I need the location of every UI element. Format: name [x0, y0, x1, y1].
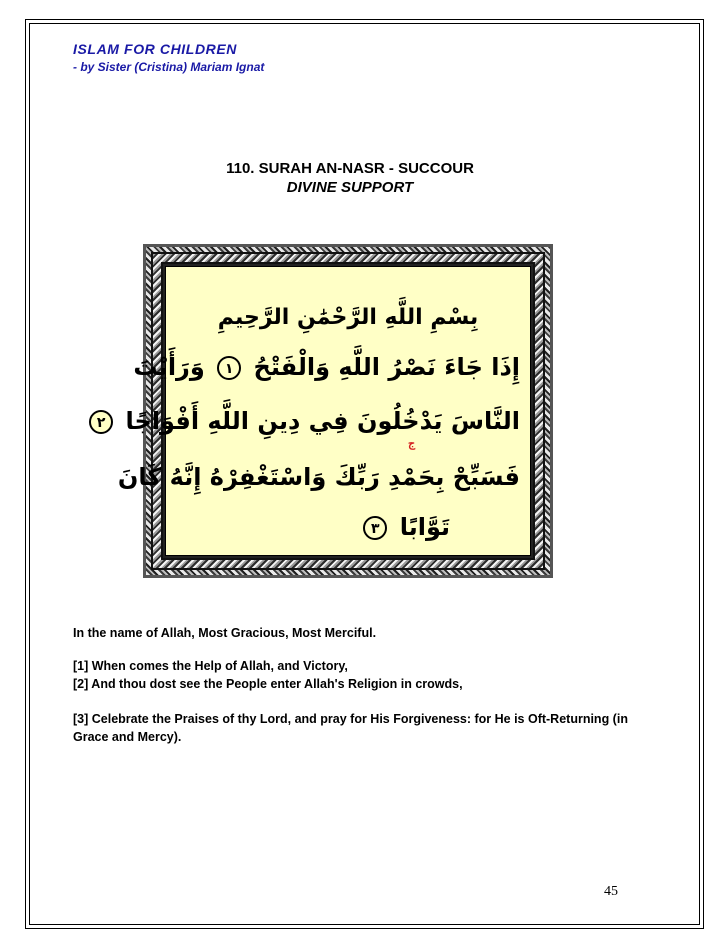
- ayah-marker-2: ٢: [89, 410, 113, 434]
- arabic-text-panel: [96, 266, 531, 556]
- ayah-marker-3: ٣: [363, 516, 387, 540]
- surah-subtitle: DIVINE SUPPORT: [286, 179, 414, 196]
- translation-basmala: In the name of Allah, Most Gracious, Most Merciful.: [73, 626, 377, 640]
- surah-title: 110. SURAH AN-NASR - SUCCOUR: [226, 160, 474, 177]
- arabic-line-4-text: تَوَّابًا: [399, 513, 450, 541]
- translation-verse-3: [3] Celebrate the Praises of thy Lord, and pray for His Forgiveness: for He is Oft-Returning (in Grace and Mercy).: [73, 712, 628, 744]
- arabic-line-4: [176, 513, 520, 541]
- arabic-line-1: [133, 353, 520, 381]
- page-number: 45: [604, 884, 618, 899]
- series-title: ISLAM FOR CHILDREN: [73, 41, 238, 57]
- quran-text-frame: [96, 244, 553, 578]
- arabic-line-1-tail: وَرَأَيْتَ: [133, 353, 205, 381]
- arabic-line-3: فَسَبِّحْ بِحَمْدِ رَبِّكَ وَاسْتَغْفِرْهُ إِنَّهُ كَانَ: [117, 463, 520, 491]
- author-line: - by Sister (Cristina) Mariam Ignat: [73, 60, 265, 74]
- arabic-line-2: [96, 407, 520, 435]
- translation-verse-2: [2] And thou dost see the People enter Allah's Religion in crowds,: [73, 677, 463, 691]
- pause-sign: ج: [408, 438, 416, 450]
- arabic-basmala: بِسْمِ اللَّهِ الرَّحْمَٰنِ الرَّحِيمِ: [217, 305, 479, 330]
- ayah-marker-1: ١: [217, 356, 241, 380]
- arabic-line-1-text: إِذَا جَاءَ نَصْرُ اللَّهِ وَالْفَتْحُ: [253, 353, 520, 381]
- translation-verse-1: [1] When comes the Help of Allah, and Victory,: [73, 659, 348, 673]
- arabic-line-2-text: النَّاسَ يَدْخُلُونَ فِي دِينِ اللَّهِ أَفْوَاجًا: [125, 407, 520, 435]
